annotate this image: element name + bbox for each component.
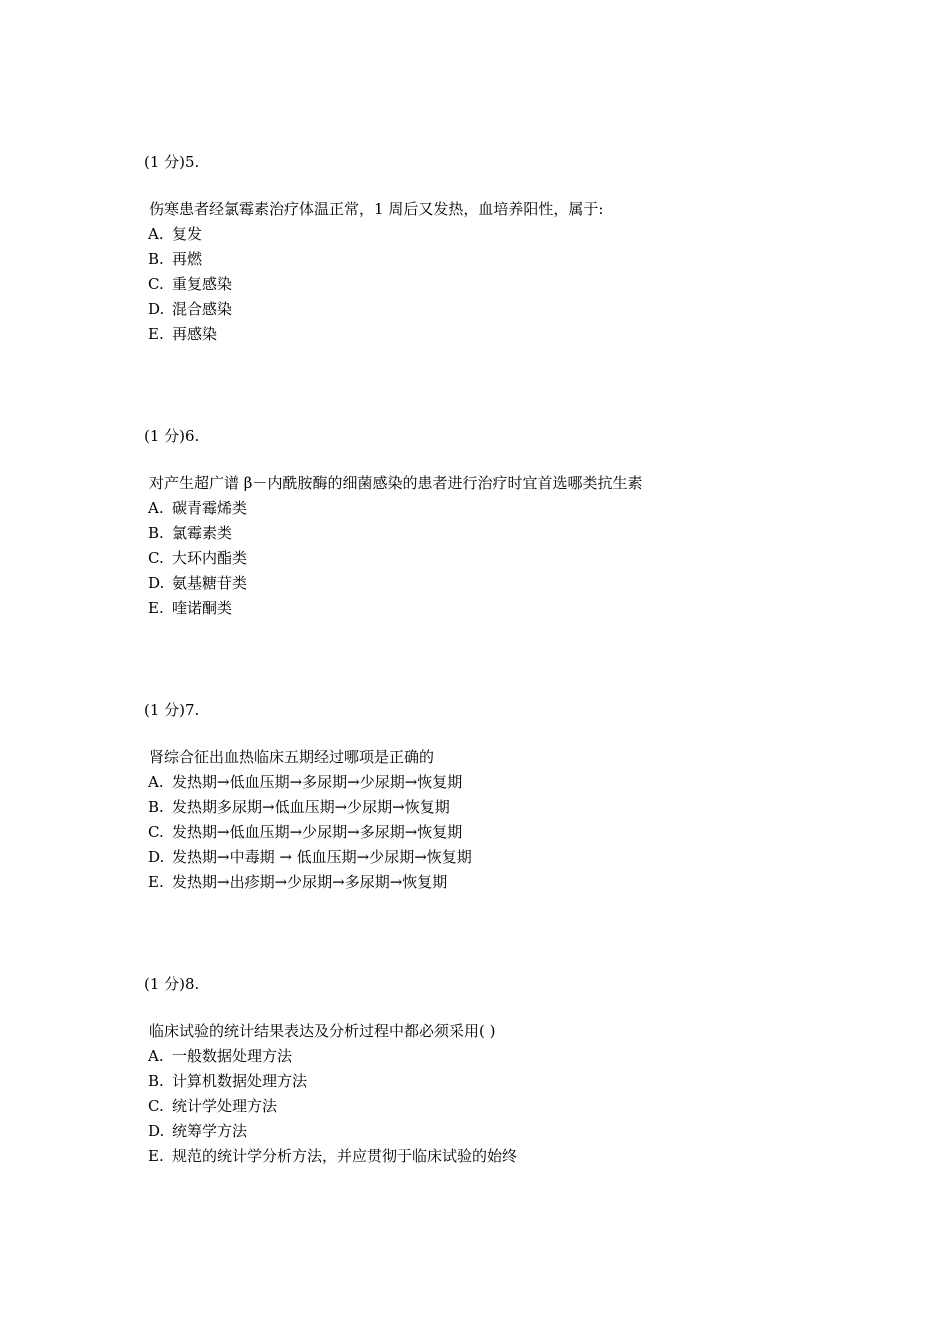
option-list [148, 773, 472, 898]
option-letter: A. [148, 225, 164, 243]
option-letter: C. [148, 823, 164, 841]
option-letter: E. [148, 1147, 164, 1165]
option-text: 发热期→低血压期→少尿期→多尿期→恢复期 [172, 823, 463, 841]
option-letter: D. [148, 848, 165, 866]
option-b [148, 1072, 517, 1097]
option-e [148, 1147, 517, 1172]
option-text: 统筹学方法 [172, 1122, 248, 1140]
option-b [148, 250, 232, 275]
question-stem: 伤寒患者经氯霉素治疗体温正常，1 周后又发热，血培养阳性，属于: [149, 200, 604, 218]
option-c [148, 275, 232, 300]
option-letter: E. [148, 325, 164, 343]
option-e [148, 599, 247, 624]
question-stem: 临床试验的统计结果表达及分析过程中都必须采用( ) [149, 1022, 496, 1040]
option-a [148, 499, 247, 524]
option-letter: D. [148, 574, 165, 592]
option-b [148, 524, 247, 549]
option-c [148, 1097, 517, 1122]
option-letter: C. [148, 1097, 164, 1115]
option-letter: B. [148, 1072, 164, 1090]
option-list [148, 499, 247, 624]
option-c [148, 549, 247, 574]
option-text: 发热期→低血压期→多尿期→少尿期→恢复期 [172, 773, 463, 791]
option-text: 氯霉素类 [172, 524, 233, 542]
option-a [148, 225, 232, 250]
option-text: 重复感染 [172, 275, 233, 293]
option-text: 复发 [172, 225, 203, 243]
option-text: 氨基糖苷类 [172, 574, 248, 592]
option-letter: E. [148, 873, 164, 891]
question-score: (1 分)6. [144, 427, 200, 445]
option-letter: D. [148, 1122, 165, 1140]
question-stem: 对产生超广谱 β－内酰胺酶的细菌感染的患者进行治疗时宜首选哪类抗生素 [149, 474, 643, 492]
question-score: (1 分)5. [144, 153, 200, 171]
option-c [148, 823, 472, 848]
option-e [148, 325, 232, 350]
option-e [148, 873, 472, 898]
option-d [148, 574, 247, 599]
option-a [148, 773, 472, 798]
option-letter: C. [148, 549, 164, 567]
option-d [148, 1122, 517, 1147]
option-letter: D. [148, 300, 165, 318]
option-text: 发热期→出疹期→少尿期→多尿期→恢复期 [172, 873, 448, 891]
option-list [148, 1047, 517, 1172]
option-letter: B. [148, 250, 164, 268]
option-text: 喹诺酮类 [172, 599, 233, 617]
question-stem: 肾综合征出血热临床五期经过哪项是正确的 [149, 748, 435, 766]
option-letter: B. [148, 524, 164, 542]
option-d [148, 300, 232, 325]
option-text: 规范的统计学分析方法，并应贯彻于临床试验的始终 [172, 1147, 518, 1165]
option-text: 一般数据处理方法 [172, 1047, 293, 1065]
option-text: 大环内酯类 [172, 549, 248, 567]
option-list [148, 225, 232, 350]
question-score: (1 分)7. [144, 701, 200, 719]
option-letter: A. [148, 773, 164, 791]
question-score: (1 分)8. [144, 975, 200, 993]
option-letter: B. [148, 798, 164, 816]
option-text: 再燃 [172, 250, 203, 268]
option-text: 再感染 [172, 325, 218, 343]
option-letter: E. [148, 599, 164, 617]
option-text: 计算机数据处理方法 [172, 1072, 308, 1090]
option-letter: A. [148, 499, 164, 517]
option-b [148, 798, 472, 823]
option-text: 发热期→中毒期 → 低血压期→少尿期→恢复期 [172, 848, 472, 866]
option-text: 碳青霉烯类 [172, 499, 248, 517]
option-text: 统计学处理方法 [172, 1097, 278, 1115]
option-text: 发热期多尿期→低血压期→少尿期→恢复期 [172, 798, 450, 816]
option-a [148, 1047, 517, 1072]
option-letter: A. [148, 1047, 164, 1065]
option-text: 混合感染 [172, 300, 233, 318]
option-letter: C. [148, 275, 164, 293]
option-d [148, 848, 472, 873]
